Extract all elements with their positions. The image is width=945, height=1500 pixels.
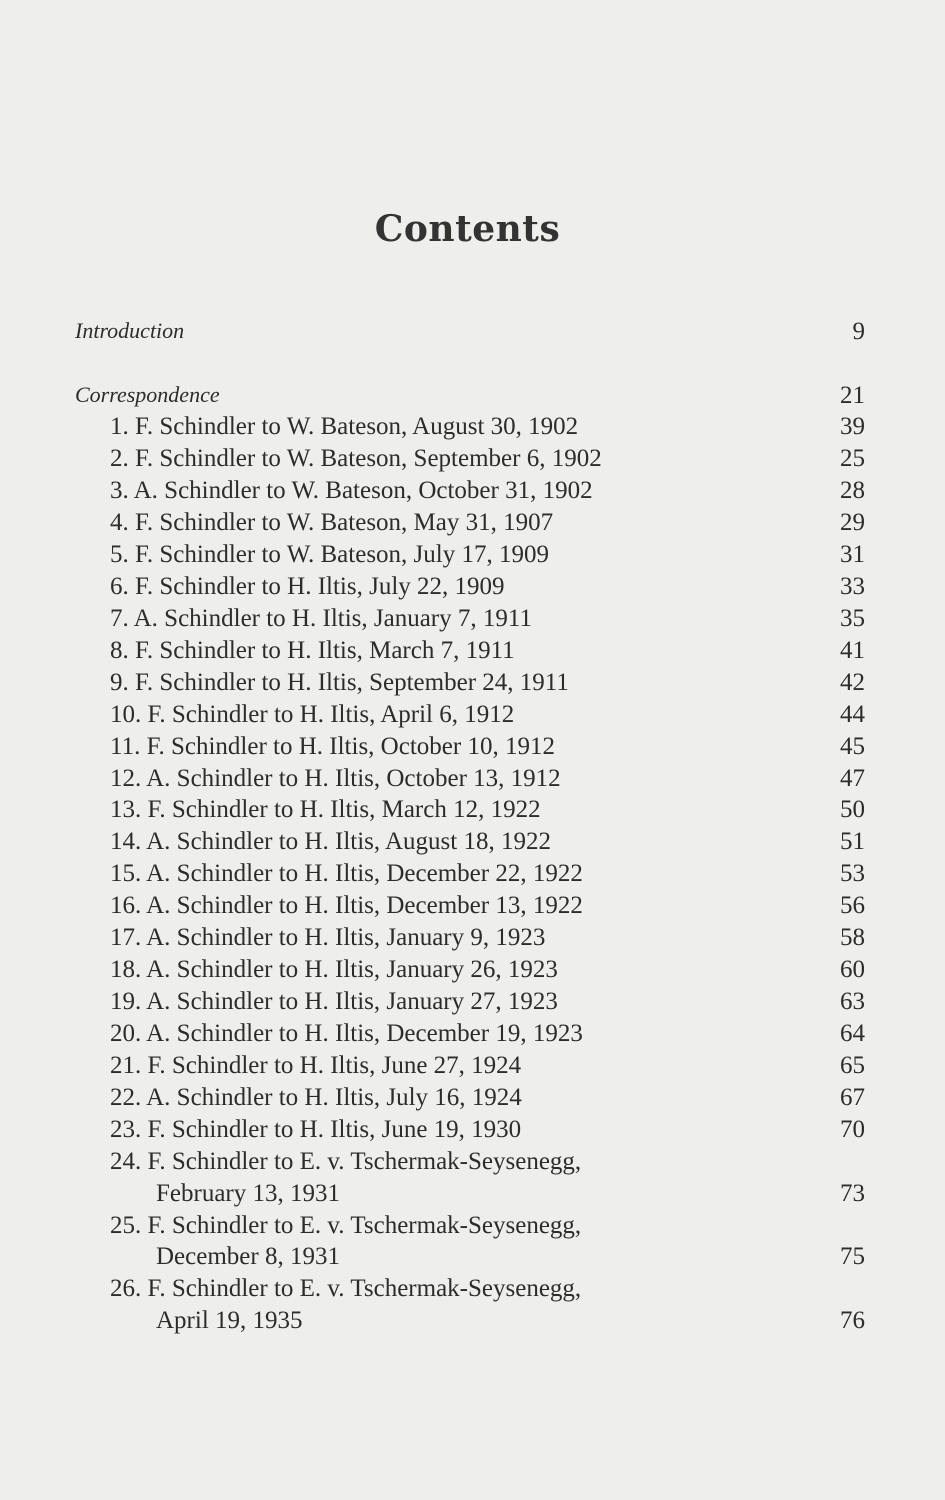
toc-entry[interactable] bbox=[0, 637, 945, 669]
toc-entry-text: 10. F. Schindler to H. Iltis, April 6, 1912 bbox=[110, 701, 515, 728]
toc-entry-continuation[interactable] bbox=[0, 1243, 945, 1275]
toc-entry-text: 16. A. Schindler to H. Iltis, December 13, 1922 bbox=[110, 892, 583, 919]
toc-entry-date: February 13, 1931 bbox=[156, 1180, 340, 1207]
toc-entry-date: December 8, 1931 bbox=[156, 1243, 340, 1270]
toc-page-number: 70 bbox=[840, 1116, 865, 1143]
toc-page-number: 45 bbox=[840, 733, 865, 760]
toc-entry-text: 17. A. Schindler to H. Iltis, January 9, 1923 bbox=[110, 924, 546, 951]
toc-entry-text: 12. A. Schindler to H. Iltis, October 13, 1912 bbox=[110, 765, 561, 792]
toc-entry-date: April 19, 1935 bbox=[156, 1307, 303, 1334]
page-title: Contents bbox=[374, 208, 561, 250]
toc-entry[interactable] bbox=[0, 924, 945, 956]
toc-entry-continuation[interactable] bbox=[0, 1307, 945, 1339]
toc-page-number: 53 bbox=[840, 860, 865, 887]
toc-page-number: 50 bbox=[840, 796, 865, 823]
toc-entry[interactable] bbox=[0, 1084, 945, 1116]
toc-entry-text: 5. F. Schindler to W. Bateson, July 17, 1909 bbox=[110, 541, 549, 568]
toc-entry[interactable] bbox=[0, 1116, 945, 1148]
toc-entry-text: 21. F. Schindler to H. Iltis, June 27, 1924 bbox=[110, 1052, 522, 1079]
toc-entry-text: 13. F. Schindler to H. Iltis, March 12, 1922 bbox=[110, 796, 541, 823]
toc-entry[interactable] bbox=[0, 669, 945, 701]
toc-entry[interactable] bbox=[0, 1148, 945, 1180]
toc-entry[interactable] bbox=[0, 541, 945, 573]
toc-section-label: Correspondence bbox=[75, 382, 220, 407]
toc-page-number: 60 bbox=[840, 956, 865, 983]
toc-page-number: 28 bbox=[840, 477, 865, 504]
toc-entry[interactable] bbox=[0, 1212, 945, 1244]
toc-page-number: 9 bbox=[852, 318, 865, 345]
toc-page-number: 39 bbox=[840, 413, 865, 440]
toc-page-number: 67 bbox=[840, 1084, 865, 1111]
toc-entry[interactable] bbox=[0, 1052, 945, 1084]
toc-entry-continuation[interactable] bbox=[0, 1180, 945, 1212]
toc-entry-text: 24. F. Schindler to E. v. Tschermak-Seysenegg, bbox=[110, 1148, 582, 1175]
toc-entry[interactable] bbox=[0, 828, 945, 860]
toc-entry[interactable] bbox=[0, 605, 945, 637]
toc-entry[interactable] bbox=[0, 477, 945, 509]
toc-page-number: 56 bbox=[840, 892, 865, 919]
toc-entry-text: 25. F. Schindler to E. v. Tschermak-Seysenegg, bbox=[110, 1212, 582, 1239]
toc-entry[interactable] bbox=[0, 956, 945, 988]
toc-page-number: 31 bbox=[840, 541, 865, 568]
toc-page-number: 29 bbox=[840, 509, 865, 536]
toc-entry-text: 9. F. Schindler to H. Iltis, September 24, 1911 bbox=[110, 669, 569, 696]
toc-entry-text: 8. F. Schindler to H. Iltis, March 7, 1911 bbox=[110, 637, 515, 664]
toc-entry[interactable] bbox=[0, 413, 945, 445]
toc-entry[interactable] bbox=[0, 796, 945, 828]
toc-page-number: 25 bbox=[840, 445, 865, 472]
toc-section-label: Introduction bbox=[75, 318, 185, 343]
toc-section-correspondence[interactable] bbox=[0, 382, 945, 414]
toc-entry[interactable] bbox=[0, 988, 945, 1020]
toc-entry-text: 2. F. Schindler to W. Bateson, September 6, 1902 bbox=[110, 445, 602, 472]
toc-page-number: 65 bbox=[840, 1052, 865, 1079]
toc-page-number: 42 bbox=[840, 669, 865, 696]
toc-entry[interactable] bbox=[0, 445, 945, 477]
toc-entry[interactable] bbox=[0, 573, 945, 605]
toc-entry-text: 18. A. Schindler to H. Iltis, January 26, 1923 bbox=[110, 956, 558, 983]
toc-page-number: 73 bbox=[840, 1180, 865, 1207]
toc-page-number: 41 bbox=[840, 637, 865, 664]
toc-page-number: 35 bbox=[840, 605, 865, 632]
toc-entry-text: 4. F. Schindler to W. Bateson, May 31, 1907 bbox=[110, 509, 554, 536]
toc-entry-text: 3. A. Schindler to W. Bateson, October 31, 1902 bbox=[110, 477, 593, 504]
toc-page-number: 51 bbox=[840, 828, 865, 855]
toc-page-number: 21 bbox=[840, 382, 865, 409]
toc-entry[interactable] bbox=[0, 701, 945, 733]
toc-section-introduction[interactable] bbox=[0, 318, 945, 350]
toc-entry[interactable] bbox=[0, 1020, 945, 1052]
toc-page-number: 76 bbox=[840, 1307, 865, 1334]
toc-entry[interactable] bbox=[0, 509, 945, 541]
toc-entry-text: 14. A. Schindler to H. Iltis, August 18, 1922 bbox=[110, 828, 551, 855]
toc-entry[interactable] bbox=[0, 1275, 945, 1307]
toc-entry-text: 7. A. Schindler to H. Iltis, January 7, 1911 bbox=[110, 605, 532, 632]
toc-entry[interactable] bbox=[0, 733, 945, 765]
toc-page-number: 64 bbox=[840, 1020, 865, 1047]
toc-entry[interactable] bbox=[0, 892, 945, 924]
toc-entry-text: 11. F. Schindler to H. Iltis, October 10, 1912 bbox=[110, 733, 555, 760]
toc-entry[interactable] bbox=[0, 765, 945, 797]
toc-entry-text: 6. F. Schindler to H. Iltis, July 22, 1909 bbox=[110, 573, 505, 600]
toc-entry-text: 1. F. Schindler to W. Bateson, August 30, 1902 bbox=[110, 413, 579, 440]
toc-entry-text: 20. A. Schindler to H. Iltis, December 19, 1923 bbox=[110, 1020, 583, 1047]
toc-page-number: 33 bbox=[840, 573, 865, 600]
toc-entry-text: 23. F. Schindler to H. Iltis, June 19, 1930 bbox=[110, 1116, 522, 1143]
toc-page-number: 44 bbox=[840, 701, 865, 728]
toc-entry-text: 19. A. Schindler to H. Iltis, January 27, 1923 bbox=[110, 988, 558, 1015]
toc-entry[interactable] bbox=[0, 860, 945, 892]
toc-page-number: 63 bbox=[840, 988, 865, 1015]
toc-entry-text: 22. A. Schindler to H. Iltis, July 16, 1924 bbox=[110, 1084, 522, 1111]
toc-page-number: 47 bbox=[840, 765, 865, 792]
toc-entry-text: 26. F. Schindler to E. v. Tschermak-Seysenegg, bbox=[110, 1275, 582, 1302]
toc-page-number: 75 bbox=[840, 1243, 865, 1270]
toc-page-number: 58 bbox=[840, 924, 865, 951]
toc-entry-text: 15. A. Schindler to H. Iltis, December 22, 1922 bbox=[110, 860, 583, 887]
